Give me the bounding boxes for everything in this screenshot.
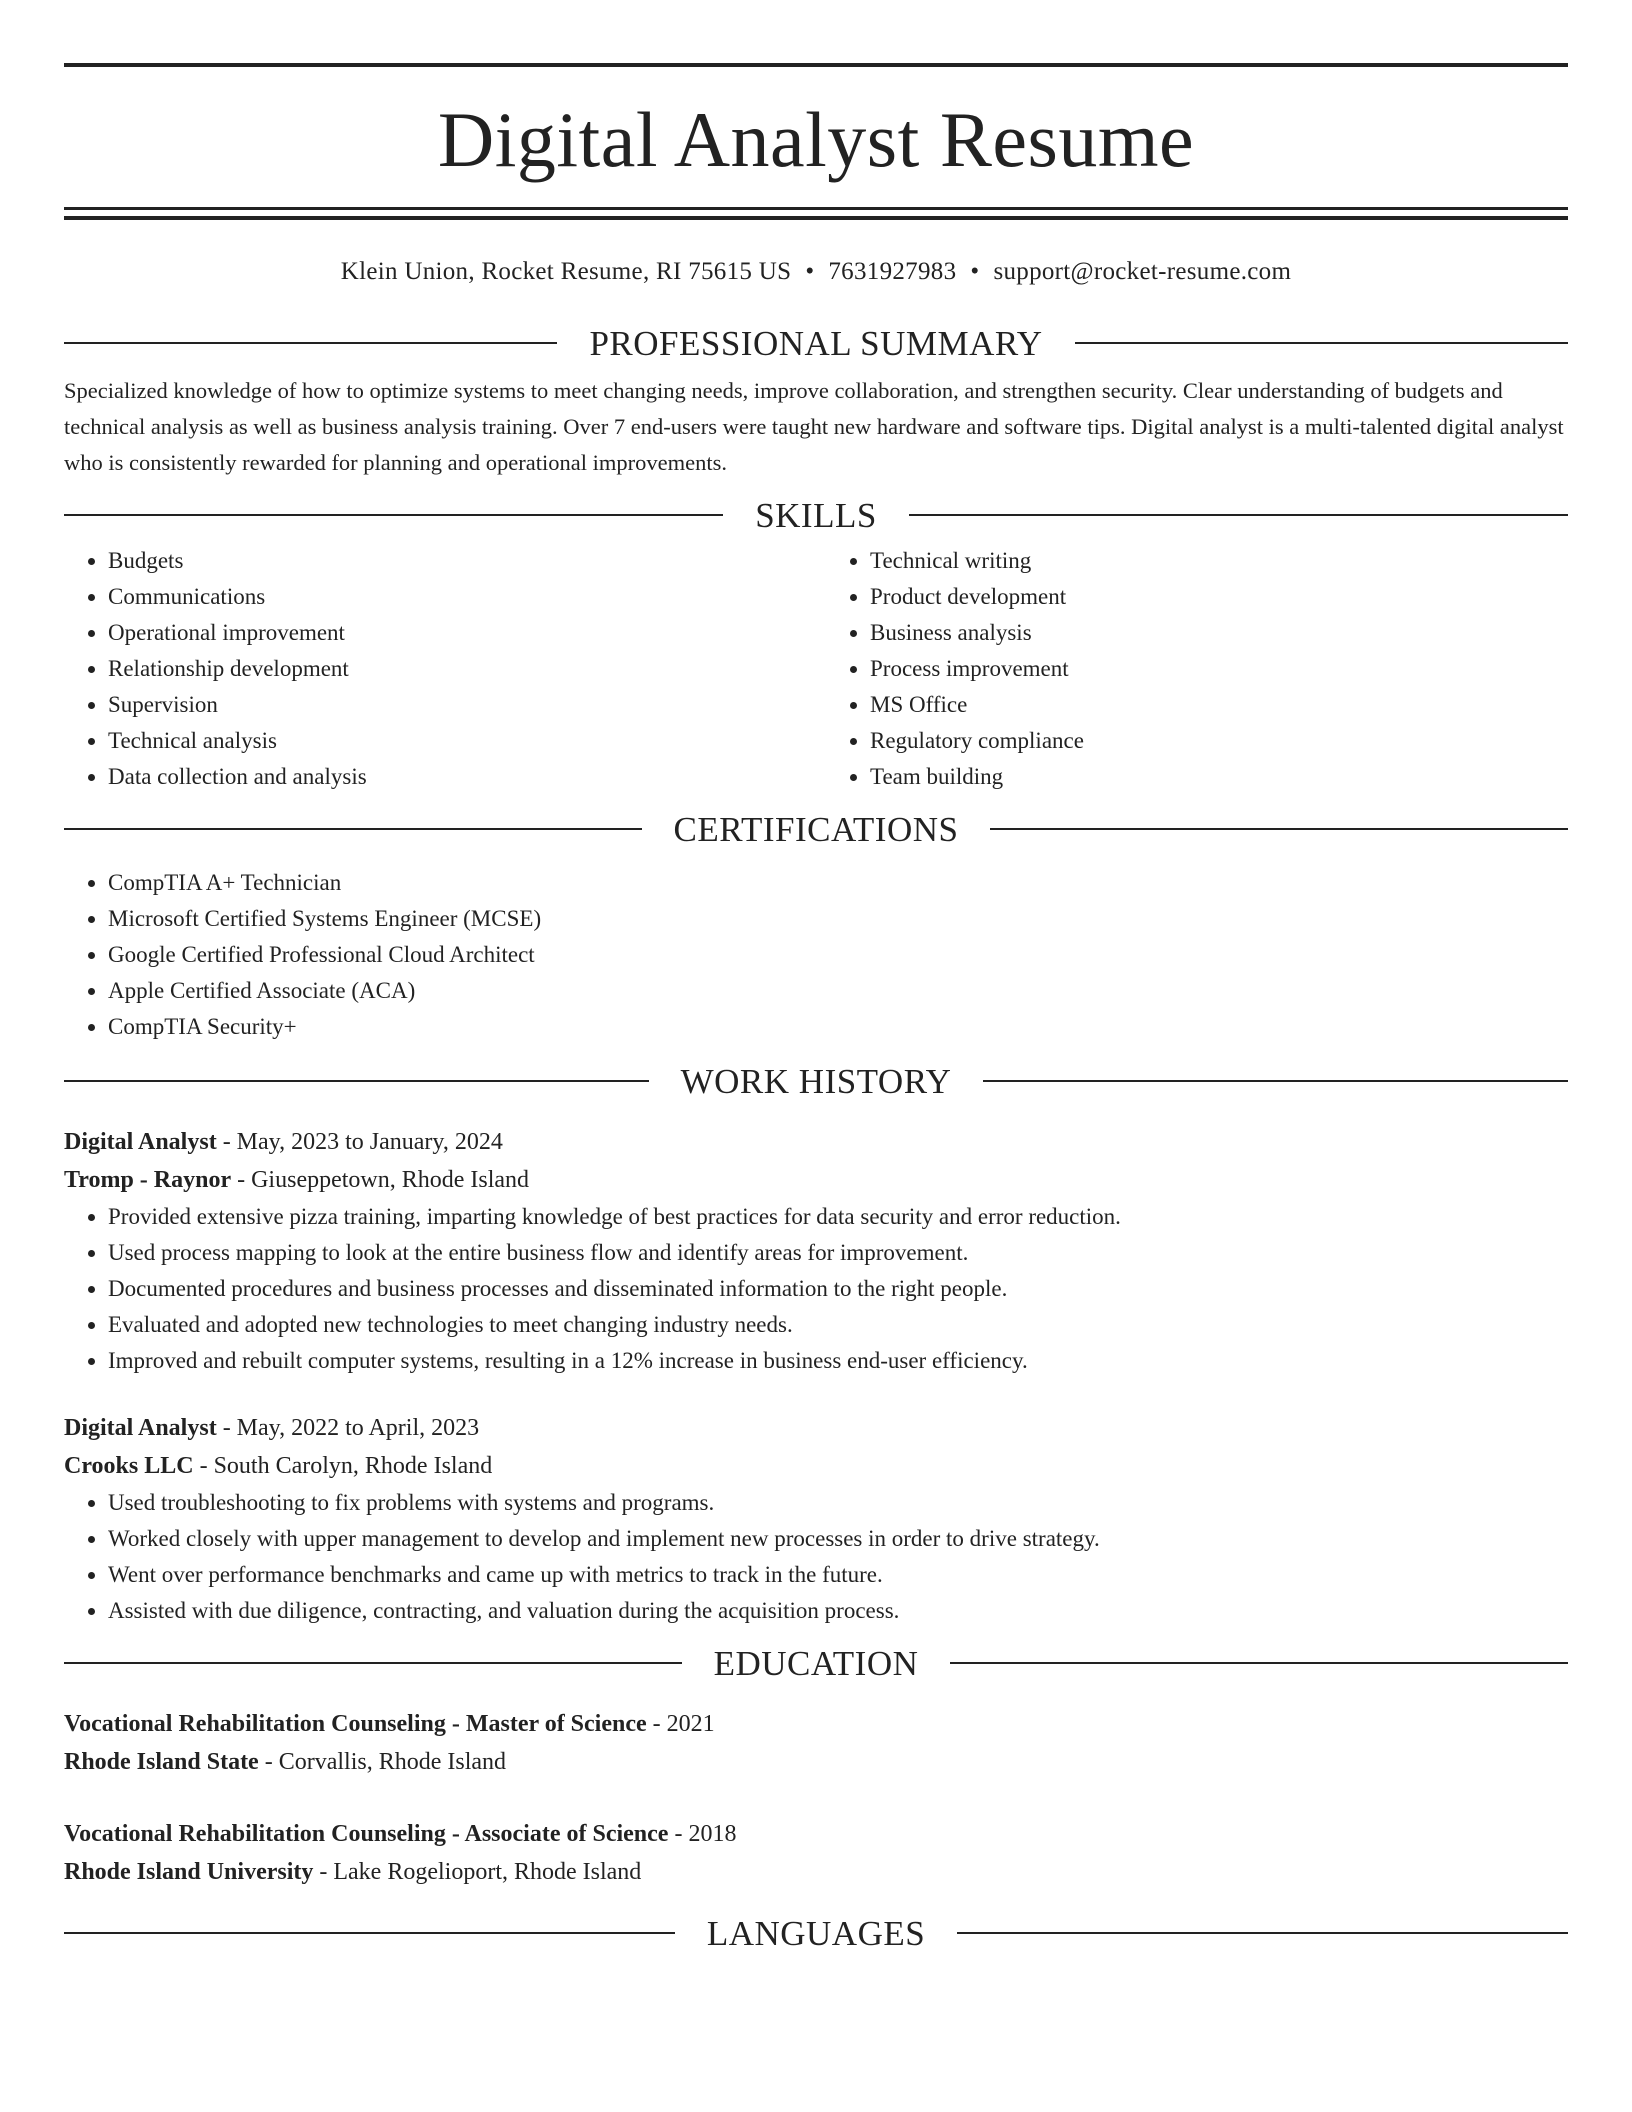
job-duty-item: • Went over performance benchmarks and came up with metrics to track in the future. (108, 1557, 1568, 1593)
certification-item: • Apple Certified Associate (ACA) (108, 973, 1568, 1009)
header-top-rule (64, 63, 1568, 67)
job-location: - South Carolyn, Rhode Island (193, 1453, 493, 1479)
skills-column-left (64, 543, 806, 795)
job-duty-item: • Provided extensive pizza training, imparting knowledge of best practices for data security and error reduction. (108, 1199, 1568, 1235)
education-year: - 2018 (668, 1821, 737, 1847)
job-title-line (64, 1409, 1568, 1447)
section-heading-certifications (64, 809, 1568, 849)
certifications-list (64, 865, 1568, 1045)
contact-address: Klein Union, Rocket Resume, RI 75615 US (340, 258, 792, 285)
job-duty-item: • Assisted with due diligence, contracting, and valuation during the acquisition process. (108, 1593, 1568, 1629)
skill-item: • Relationship development (108, 651, 806, 687)
skill-item: • Data collection and analysis (108, 759, 806, 795)
skill-item: • MS Office (870, 687, 1568, 723)
education-degree: Vocational Rehabilitation Counseling - Master of Science (64, 1711, 647, 1737)
skill-item: • Operational improvement (108, 615, 806, 651)
job-company: Crooks LLC (64, 1453, 194, 1479)
job-duties-list (64, 1485, 1568, 1629)
job-duty-item: • Worked closely with upper management to develop and implement new processes in order to drive strategy. (108, 1521, 1568, 1557)
job-duties-list (64, 1199, 1568, 1379)
education-degree: Vocational Rehabilitation Counseling - Associate of Science (64, 1821, 669, 1847)
skill-item: • Communications (108, 579, 806, 615)
skill-item: • Team building (870, 759, 1568, 795)
education-school-line (64, 1853, 1568, 1891)
certification-item: • CompTIA A+ Technician (108, 865, 1568, 901)
education-school: Rhode Island State (64, 1749, 259, 1775)
section-heading-label: WORK HISTORY (680, 1061, 952, 1101)
job-duty-item: • Used process mapping to look at the entire business flow and identify areas for improvement. (108, 1235, 1568, 1271)
contact-separator: • (805, 258, 815, 285)
header-double-rule (64, 207, 1568, 220)
skill-item: • Technical writing (870, 543, 1568, 579)
education-location: - Corvallis, Rhode Island (258, 1749, 507, 1775)
skill-item: • Business analysis (870, 615, 1568, 651)
section-heading-education (64, 1643, 1568, 1683)
education-school-line (64, 1743, 1568, 1781)
skill-item: • Technical analysis (108, 723, 806, 759)
education-entry (64, 1815, 1568, 1891)
skill-item: • Supervision (108, 687, 806, 723)
job-duty-item: • Used troubleshooting to fix problems with systems and programs. (108, 1485, 1568, 1521)
education-school: Rhode Island University (64, 1859, 314, 1885)
job-dates: - May, 2022 to April, 2023 (216, 1415, 480, 1441)
education-year: - 2021 (646, 1711, 715, 1737)
job-duty-item: • Improved and rebuilt computer systems, resulting in a 12% increase in business end-user efficiency. (108, 1343, 1568, 1379)
section-heading-summary (64, 323, 1568, 363)
section-heading-label: EDUCATION (713, 1643, 919, 1683)
job-entry (64, 1409, 1568, 1629)
section-heading-label: SKILLS (755, 495, 877, 535)
skill-item: • Regulatory compliance (870, 723, 1568, 759)
resume-page (64, 0, 1568, 1953)
skill-item: • Budgets (108, 543, 806, 579)
job-title-line (64, 1123, 1568, 1161)
contact-line (64, 258, 1568, 286)
certification-item: • CompTIA Security+ (108, 1009, 1568, 1045)
job-title: Digital Analyst (64, 1129, 217, 1155)
section-heading-label: CERTIFICATIONS (673, 809, 959, 849)
job-duty-item: • Evaluated and adopted new technologies to meet changing industry needs. (108, 1307, 1568, 1343)
education-degree-line (64, 1815, 1568, 1853)
job-dates: - May, 2023 to January, 2024 (216, 1129, 503, 1155)
job-company-line (64, 1161, 1568, 1199)
section-heading-languages (64, 1913, 1568, 1953)
contact-email[interactable]: support@rocket-resume.com (993, 258, 1292, 285)
section-heading-label: PROFESSIONAL SUMMARY (589, 323, 1043, 363)
education-entry (64, 1705, 1568, 1781)
skills-column-right (806, 543, 1568, 795)
contact-separator: • (970, 258, 980, 285)
resume-title: Digital Analyst Resume (437, 96, 1195, 183)
skills-list (64, 543, 1568, 795)
job-entry (64, 1123, 1568, 1379)
skill-item: • Process improvement (870, 651, 1568, 687)
section-heading-label: LANGUAGES (706, 1913, 926, 1953)
certification-item: • Microsoft Certified Systems Engineer (MCSE) (108, 901, 1568, 937)
job-duty-item: • Documented procedures and business processes and disseminated information to the right people. (108, 1271, 1568, 1307)
job-location: - Giuseppetown, Rhode Island (231, 1167, 530, 1193)
job-company-line (64, 1447, 1568, 1485)
education-location: - Lake Rogelioport, Rhode Island (313, 1859, 642, 1885)
section-heading-work-history (64, 1061, 1568, 1101)
certification-item: • Google Certified Professional Cloud Architect (108, 937, 1568, 973)
skill-item: • Product development (870, 579, 1568, 615)
summary-text: Specialized knowledge of how to optimize systems to meet changing needs, improve collaboration, and strengthen security. Clear understanding of budgets and technical analysis as well as business analysis training. Over 7 end-users were taught new hardware and software tips. Digital analyst is a multi-talented digital analyst who is consistently rewarded for planning and operational improvements. (64, 378, 1564, 475)
section-heading-skills (64, 495, 1568, 535)
contact-phone: 7631927983 (828, 258, 957, 285)
job-title: Digital Analyst (64, 1415, 217, 1441)
education-degree-line (64, 1705, 1568, 1743)
job-company: Tromp - Raynor (64, 1167, 232, 1193)
